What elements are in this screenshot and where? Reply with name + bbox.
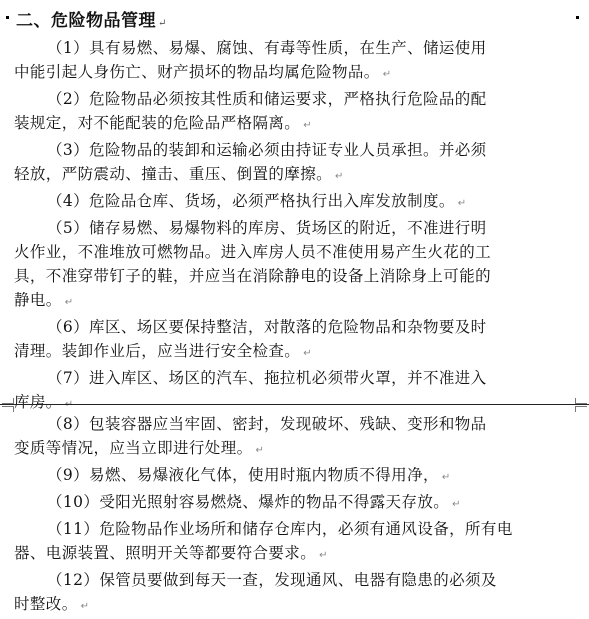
paragraph-mark-icon: ↵ [303, 120, 312, 131]
paragraph-mark-icon: ↵ [441, 472, 451, 483]
paragraph [14, 366, 578, 417]
paragraph-mark-icon: ↵ [382, 69, 392, 80]
paragraph [14, 36, 578, 87]
paragraph-line: （5）储存易燃、易爆物料的库房、货场区的附近，不准进行明 [47, 219, 487, 237]
paragraph-mark-icon: ↵ [303, 348, 312, 359]
paragraph [14, 517, 578, 568]
page-break-divider [0, 404, 589, 405]
paragraph-line: （3）危险物品的装卸和运输必须由持证专业人员承担。并必须 [47, 141, 487, 159]
paragraph-mark-icon: ↵ [457, 198, 467, 209]
paragraph-line: （10）受阳光照射容易燃烧、爆炸的物品不得露天存放。 ↵ [47, 493, 461, 511]
paragraph [14, 216, 578, 315]
paragraph [14, 490, 578, 517]
paragraph-line: 轻放，严防震动、撞击、重压、倒置的摩擦。 ↵ [14, 165, 344, 183]
paragraph-mark-icon: ↵ [255, 445, 265, 456]
paragraph-mark-icon: ↵ [319, 550, 328, 561]
paragraph-line: 具，不准穿带钉子的鞋，并应当在消除静电的设备上消除身上可能的 [14, 267, 492, 285]
text-boundary-mark-right [576, 16, 579, 19]
paragraph-line: （8）包装容器应当牢固、密封，发现破坏、残缺、变形和物品 [47, 415, 487, 433]
paragraph-line: （9）易燃、易爆液化气体，使用时瓶内物质不得用净， ↵ [47, 466, 451, 484]
paragraph-mark-icon: ↵ [80, 601, 90, 612]
paragraph [14, 189, 578, 216]
paragraph-line: 静电。 ↵ [14, 291, 74, 309]
section-heading-text: 二、危险物品管理 [16, 11, 156, 31]
paragraph-line: （2）危险物品必须按其性质和储运要求，严格执行危险品的配 [47, 90, 487, 108]
paragraph-line: 变质等情况，应当立即进行处理。 ↵ [14, 439, 265, 457]
paragraph-line: （6）库区、场区要保持整洁，对散落的危险物品和杂物要及时 [47, 318, 487, 336]
page-corner-mark [2, 398, 14, 404]
paragraph-line: 火作业，不准堆放可燃物品。进入库房人员不准使用易产生火花的工 [14, 243, 492, 261]
page-corner-mark [2, 406, 14, 412]
page-corner-mark [575, 398, 587, 404]
paragraph-mark-icon: ↵ [158, 18, 167, 29]
paragraph [14, 463, 578, 490]
paragraph-mark-icon: ↵ [452, 499, 461, 510]
section-heading [16, 6, 167, 31]
paragraph-line: （12）保管员要做到每天一查，发现通风、电器有隐患的必须及 [47, 571, 497, 589]
paragraph-block-top [14, 36, 578, 417]
paragraph-block-bottom [14, 412, 578, 619]
paragraph-line: 中能引起人身伤亡、财产损坏的物品均属危险物品。 ↵ [14, 63, 392, 81]
paragraph [14, 138, 578, 189]
paragraph-line: 库房。 ↵ [14, 393, 74, 411]
paragraph-line: 器、电源装置、照明开关等都要符合要求。 ↵ [14, 544, 328, 562]
paragraph-line: 装规定，对不能配装的危险品严格隔离。 ↵ [14, 114, 312, 132]
paragraph-line: （1）具有易燃、易爆、腐蚀、有毒等性质，在生产、储运使用 [47, 39, 487, 57]
paragraph-line: （7）进入库区、场区的汽车、拖拉机必须带火罩，并不准进入 [47, 369, 487, 387]
paragraph [14, 87, 578, 138]
text-boundary-mark-left [6, 16, 9, 19]
paragraph-line: （4）危险品仓库、货场，必须严格执行出入库发放制度。 ↵ [47, 192, 467, 210]
paragraph [14, 315, 578, 366]
paragraph [14, 412, 578, 463]
paragraph-mark-icon: ↵ [64, 399, 74, 410]
paragraph-line: 清理。装卸作业后，应当进行安全检查。 ↵ [14, 342, 312, 360]
paragraph-line: 时整改。 ↵ [14, 595, 90, 613]
paragraph-line: （11）危险物品作业场所和储存仓库内，必须有通风设备，所有电 [47, 520, 513, 538]
paragraph-mark-icon: ↵ [335, 171, 344, 182]
paragraph-mark-icon: ↵ [64, 297, 74, 308]
paragraph [14, 568, 578, 619]
